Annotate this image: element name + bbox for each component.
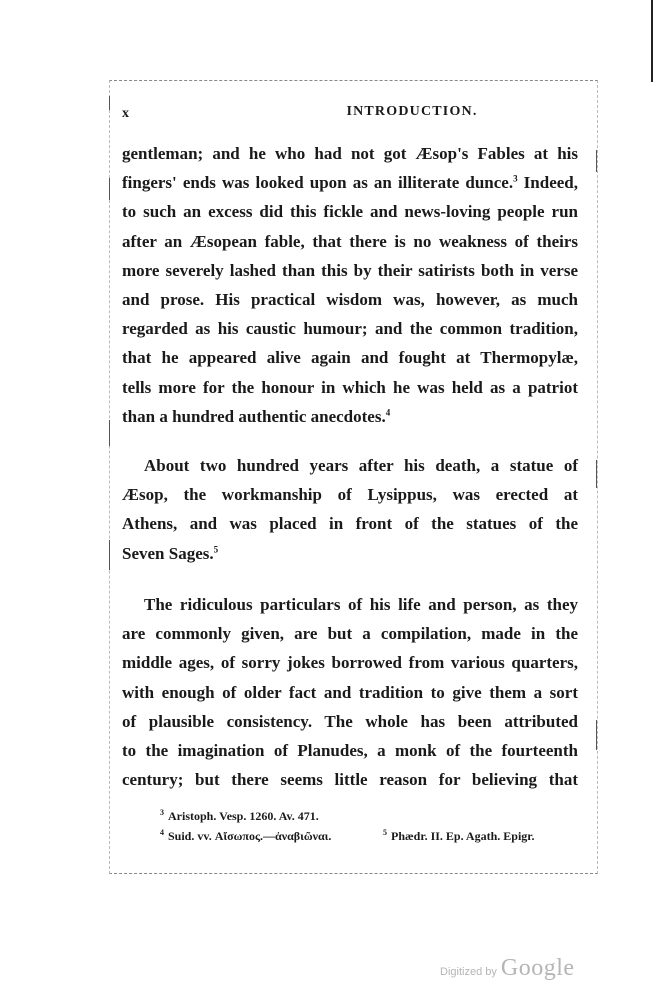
line-text: to such an excess did this fickle and news-loving people run <box>122 202 578 222</box>
footnote-ref: 3 <box>513 173 518 184</box>
text-line <box>122 168 578 197</box>
footnote-number: 5 <box>383 828 387 837</box>
border-tick <box>109 96 110 110</box>
line-text: regarded as his caustic humour; and the common tradition, <box>122 319 578 339</box>
text-line <box>122 509 578 538</box>
line-text: Seven Sages. <box>122 543 214 563</box>
line-text: and prose. His practical wisdom was, however, as much <box>122 290 578 310</box>
footnote-ref: 5 <box>213 543 219 554</box>
text-line <box>122 227 578 256</box>
line-text: tells more for the honour in which he was held as a patriot <box>122 377 578 397</box>
text-line <box>122 451 578 480</box>
border-tick <box>596 720 597 750</box>
border-tick <box>109 540 110 570</box>
line-text: with enough of older fact and tradition to give them a sort <box>122 682 578 702</box>
text-line <box>122 197 578 226</box>
paragraph-2 <box>122 451 578 568</box>
paragraph-3 <box>122 590 578 794</box>
watermark-logo: Google <box>500 955 575 981</box>
line-text: Æsop, the workmanship of Lysippus, was erected at <box>122 485 578 505</box>
text-line <box>122 678 578 707</box>
footnote-number: 4 <box>160 828 164 837</box>
footnote-number: 3 <box>160 808 164 817</box>
line-text: gentleman; and he who had not got Æsop's Fables at his <box>122 144 578 163</box>
border-tick <box>109 420 110 446</box>
line-text: fingers' ends was looked upon as an illiterate dunce. <box>122 173 514 193</box>
line-text: century; but there seems little reason for believing that <box>122 770 578 790</box>
watermark-prefix: Digitized by <box>440 966 497 978</box>
border-tick <box>109 178 110 200</box>
paragraph-1 <box>122 139 578 431</box>
line-text: after an Æsopean fable, that there is no weakness of theirs <box>122 231 578 251</box>
footnote-4 <box>160 828 331 844</box>
border-tick <box>596 460 597 488</box>
line-text: more severely lashed than this by their satirists both in verse <box>122 260 578 280</box>
text-line <box>122 285 578 314</box>
footnote-5 <box>383 828 535 844</box>
footnote-text: Aristoph. Vesp. 1260. Av. 471. <box>168 809 319 823</box>
text-line <box>122 480 578 509</box>
line-text: About two hundred years after his death, a statue of <box>144 456 578 475</box>
footnote-ref: 4 <box>385 407 391 418</box>
footnote-3 <box>160 808 319 824</box>
text-line <box>122 139 578 168</box>
footnote-text: Phædr. II. Ep. Agath. Epigr. <box>391 829 535 843</box>
line-text: are commonly given, are but a compilation, made in the <box>122 624 578 644</box>
page-number: x <box>122 106 129 121</box>
text-line <box>122 765 578 794</box>
line-text: Indeed, <box>517 173 578 193</box>
footnote-text: Suid. vv. Αἴσωπος.—ἀναβιῶναι. <box>168 829 332 843</box>
text-line <box>122 373 578 402</box>
text-line <box>122 619 578 648</box>
running-header <box>122 104 582 124</box>
line-text: middle ages, of sorry jokes borrowed from various quarters, <box>122 653 578 673</box>
text-line <box>122 648 578 677</box>
line-text: The ridiculous particulars of his life and person, as they <box>144 595 578 614</box>
text-line <box>122 343 578 372</box>
line-text: that he appeared alive again and fought at Thermopylæ, <box>122 348 578 368</box>
google-watermark <box>440 955 575 982</box>
text-line <box>122 590 578 619</box>
text-line <box>122 736 578 765</box>
line-text: to the imagination of Planudes, a monk of the fourteenth <box>122 741 578 761</box>
text-line <box>122 539 578 568</box>
text-line <box>122 707 578 736</box>
line-text: than a hundred authentic anecdotes. <box>122 406 386 426</box>
line-text: Athens, and was placed in front of the statues of the <box>122 514 578 534</box>
running-title: INTRODUCTION. <box>346 104 478 119</box>
text-line <box>122 314 578 343</box>
text-line <box>122 402 578 431</box>
border-tick <box>596 150 597 172</box>
line-text: of plausible consistency. The whole has been attributed <box>122 711 578 731</box>
text-line <box>122 256 578 285</box>
page-edge-line <box>651 0 653 82</box>
